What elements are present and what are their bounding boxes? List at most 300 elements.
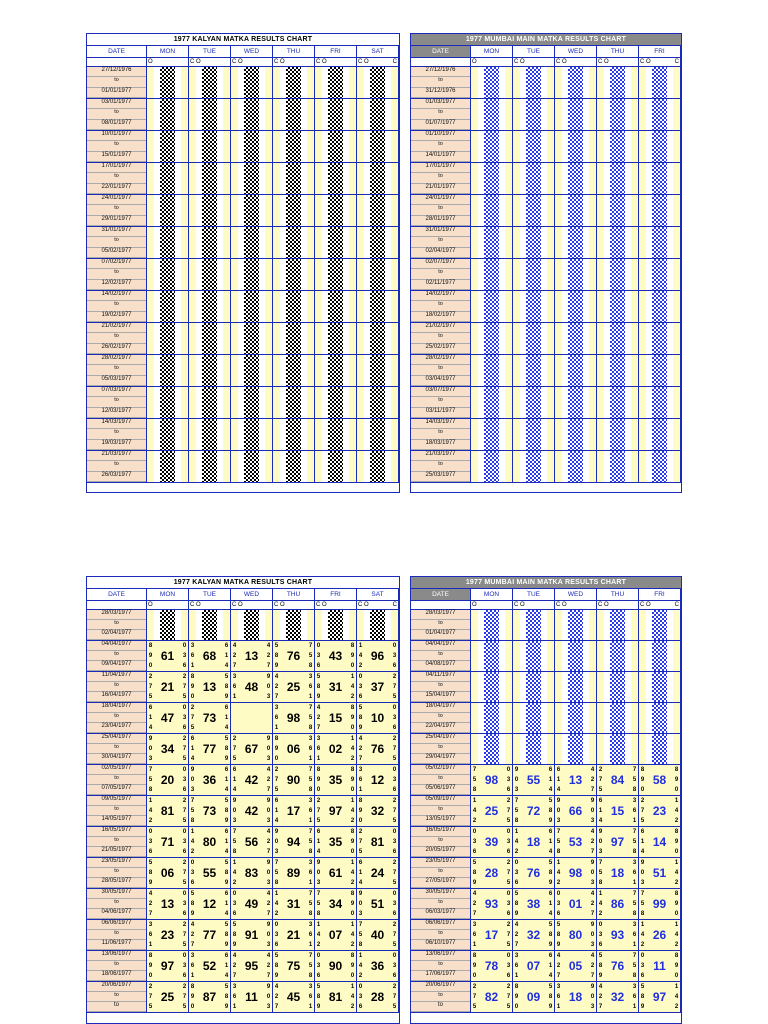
panna-digit: 2 (274, 684, 279, 690)
panna-digit: 3 (392, 653, 397, 659)
close-panna (505, 323, 512, 354)
week-dates (87, 99, 147, 130)
open-panna (189, 451, 196, 482)
jodi-value: 11 (238, 982, 265, 1012)
open-panna (555, 672, 562, 702)
panna-digit: 0 (274, 922, 279, 928)
week-end-date: 04/06/1977 (87, 909, 146, 919)
panna-digit: 6 (182, 849, 187, 855)
oc-header-mon (471, 601, 513, 609)
open-panna (597, 259, 604, 290)
close-panna (307, 227, 314, 258)
week-to-label: to (87, 333, 146, 343)
open-panna (513, 672, 520, 702)
panna-digit: 1 (308, 756, 313, 762)
panna-digit: 0 (350, 973, 355, 979)
kalyan-chart-top (86, 33, 400, 493)
no-result-pattern (286, 387, 301, 418)
jodi-value: 89 (280, 858, 307, 888)
close-panna (265, 259, 272, 290)
close-panna (631, 451, 638, 482)
panna-digit: 3 (182, 963, 187, 969)
oc-header-thu (273, 58, 315, 66)
panna-digit: 3 (590, 1004, 595, 1010)
week-to-label: to (87, 237, 146, 247)
day-cell-wed (231, 610, 273, 640)
panna-digit: 9 (556, 942, 561, 948)
panna-digit: 5 (392, 694, 397, 700)
no-result-pattern (652, 641, 667, 671)
day-cell-tue (189, 951, 231, 981)
close-panna (223, 419, 230, 450)
no-result-pattern (328, 323, 343, 354)
open-panna (639, 355, 646, 386)
close-panna (181, 387, 188, 418)
day-cell-fri (639, 451, 681, 482)
panna-digit: 3 (308, 984, 313, 990)
panna-digit: 9 (358, 725, 363, 731)
open-panna (315, 920, 322, 950)
panna-digit: 8 (640, 994, 645, 1000)
close-panna (181, 163, 188, 194)
panna-digit: 0 (148, 829, 153, 835)
week-dates (411, 195, 471, 226)
close-panna (391, 387, 398, 418)
no-result-pattern (526, 195, 541, 226)
panna-digit: 1 (224, 715, 229, 721)
no-result-pattern (652, 451, 667, 482)
panna-digit: 2 (350, 694, 355, 700)
close-panna (673, 227, 680, 258)
panna-digit: 4 (548, 973, 553, 979)
jodi-value: 76 (520, 858, 547, 888)
jodi-value: 01 (562, 889, 589, 919)
panna-digit: 8 (190, 901, 195, 907)
no-result-pattern (370, 419, 385, 450)
day-cell-mon (471, 610, 513, 640)
panna-digit: 1 (632, 1004, 637, 1010)
day-cell-tue (189, 610, 231, 640)
panna-digit: 7 (190, 798, 195, 804)
open-panna (315, 982, 322, 1012)
no-result-pattern (244, 67, 259, 98)
open-panna (189, 889, 196, 919)
results-grid (87, 610, 399, 1013)
close-panna (505, 610, 512, 640)
no-result-pattern (652, 99, 667, 130)
no-result-pattern (202, 163, 217, 194)
panna-digit: 5 (548, 860, 553, 866)
no-result-pattern (568, 451, 583, 482)
open-panna (357, 355, 364, 386)
no-result-pattern (328, 387, 343, 418)
week-row (87, 419, 399, 451)
jodi-value: 13 (196, 672, 223, 702)
close-panna (505, 827, 512, 857)
panna-digit: 3 (316, 736, 321, 742)
close-panna (265, 323, 272, 354)
no-result-pattern (652, 227, 667, 258)
jodi-value (238, 703, 265, 733)
open-panna (513, 227, 520, 258)
panna-digit: 0 (350, 911, 355, 917)
panna-digit: 0 (590, 808, 595, 814)
close-panna (307, 734, 314, 764)
panna-digit: 6 (274, 942, 279, 948)
open-panna (639, 796, 646, 826)
week-row (411, 195, 681, 227)
panna-digit: 7 (266, 911, 271, 917)
panna-digit: 3 (392, 839, 397, 845)
open-panna (597, 355, 604, 386)
panna-digit: 8 (358, 798, 363, 804)
day-cell-wed (231, 951, 273, 981)
jodi-value: 25 (280, 672, 307, 702)
no-result-pattern (568, 195, 583, 226)
no-result-pattern (370, 195, 385, 226)
day-cell-mon (471, 387, 513, 418)
open-panna (597, 291, 604, 322)
day-cell-wed (555, 355, 597, 386)
panna-digit: 4 (350, 994, 355, 1000)
open-panna (315, 765, 322, 795)
close-panna (673, 703, 680, 733)
panna-digit: 2 (232, 880, 237, 886)
week-dates (87, 827, 147, 857)
panna-digit: 8 (632, 787, 637, 793)
close-panna (547, 419, 554, 450)
week-dates (87, 291, 147, 322)
day-cell-mon (147, 419, 189, 450)
week-dates (411, 641, 471, 671)
day-cell-tue (513, 99, 555, 130)
close-panna (181, 827, 188, 857)
panna-digit: 0 (182, 891, 187, 897)
no-result-pattern (652, 419, 667, 450)
chart-title-kalyan: 1977 KALYAN MATKA RESULTS CHART (87, 34, 399, 46)
panna-digit: 7 (472, 911, 477, 917)
close-panna (589, 163, 596, 194)
open-panna (273, 827, 280, 857)
week-to-label: to (87, 141, 146, 151)
open-panna (189, 641, 196, 671)
day-cell-tue (189, 227, 231, 258)
panna-digit: 6 (308, 746, 313, 752)
panna-digit: 2 (232, 736, 237, 742)
no-result-pattern (652, 610, 667, 640)
panna-digit: 7 (392, 684, 397, 690)
oc-label: C O (358, 602, 369, 608)
week-dates (411, 163, 471, 194)
close-panna (307, 195, 314, 226)
week-end-date: 18/03/1977 (411, 440, 470, 450)
open-panna (189, 796, 196, 826)
open-panna (315, 796, 322, 826)
close-panna (391, 259, 398, 290)
panna-digit: 9 (266, 736, 271, 742)
day-cell-wed (555, 451, 597, 482)
no-result-pattern (160, 355, 175, 386)
jodi-value: 91 (238, 920, 265, 950)
open-panna (597, 451, 604, 482)
day-cell-tue (189, 259, 231, 290)
no-result-pattern (568, 67, 583, 98)
open-panna (597, 703, 604, 733)
close-panna (181, 858, 188, 888)
panna-digit: 8 (190, 984, 195, 990)
week-row (411, 889, 681, 920)
jodi-value: 94 (280, 827, 307, 857)
panna-digit: 4 (514, 839, 519, 845)
week-dates (411, 858, 471, 888)
week-start-date: 07/03/1977 (87, 387, 146, 397)
no-result-pattern (610, 163, 625, 194)
close-panna (349, 67, 356, 98)
panna-digit: 4 (548, 787, 553, 793)
day-cell-mon (471, 982, 513, 1012)
day-cell-fri (315, 765, 357, 795)
close-panna (181, 323, 188, 354)
panna-digit: 4 (232, 787, 237, 793)
panna-digit: 0 (506, 891, 511, 897)
panna-digit: 9 (548, 818, 553, 824)
panna-digit: 0 (350, 787, 355, 793)
close-panna (547, 641, 554, 671)
close-panna (631, 195, 638, 226)
close-panna (391, 827, 398, 857)
open-panna (555, 355, 562, 386)
week-dates (411, 67, 471, 98)
close-panna (589, 889, 596, 919)
no-result-pattern (286, 451, 301, 482)
close-panna (349, 672, 356, 702)
day-cell-thu (597, 765, 639, 795)
close-panna (589, 67, 596, 98)
panna-digit: 4 (266, 891, 271, 897)
close-panna (505, 99, 512, 130)
day-cell-wed (555, 131, 597, 162)
panna-digit: 1 (358, 787, 363, 793)
day-cell-fri (315, 827, 357, 857)
panna-digit: 2 (674, 942, 679, 948)
week-end-date: 02/04/1977 (411, 248, 470, 258)
panna-digit: 6 (548, 829, 553, 835)
close-panna (181, 355, 188, 386)
panna-digit: 5 (506, 942, 511, 948)
no-result-pattern (526, 323, 541, 354)
open-panna (273, 982, 280, 1012)
day-cell-sat (357, 765, 399, 795)
open-panna (189, 99, 196, 130)
week-end-date: 15/04/1977 (411, 692, 470, 702)
panna-digit: 6 (182, 725, 187, 731)
close-panna (673, 858, 680, 888)
day-cell-tue (513, 195, 555, 226)
panna-digit: 7 (598, 1004, 603, 1010)
oc-header-thu (273, 601, 315, 609)
week-to-label: to (411, 301, 470, 311)
panna-digit: 5 (232, 922, 237, 928)
open-panna (597, 163, 604, 194)
day-cell-sat (357, 920, 399, 950)
no-result-pattern (328, 419, 343, 450)
open-panna (189, 765, 196, 795)
open-panna (471, 131, 478, 162)
week-row (87, 131, 399, 163)
no-result-pattern (202, 355, 217, 386)
no-result-pattern (652, 703, 667, 733)
open-panna (273, 796, 280, 826)
week-end-date: 04/08/1977 (411, 661, 470, 671)
no-result-pattern (568, 672, 583, 702)
close-panna (223, 703, 230, 733)
panna-digit: 1 (190, 829, 195, 835)
week-dates (87, 703, 147, 733)
panna-digit: 1 (316, 839, 321, 845)
close-panna (673, 355, 680, 386)
day-cell-fri (639, 163, 681, 194)
open-panna (471, 259, 478, 290)
panna-digit: 5 (224, 860, 229, 866)
panna-digit: 8 (308, 787, 313, 793)
open-panna (273, 67, 280, 98)
week-dates (87, 195, 147, 226)
close-panna (265, 67, 272, 98)
panna-digit: 1 (224, 901, 229, 907)
jodi-value: 81 (154, 796, 181, 826)
jodi-value: 37 (364, 672, 391, 702)
jodi-value: 13 (154, 889, 181, 919)
panna-digit: 4 (358, 880, 363, 886)
close-panna (349, 195, 356, 226)
open-panna (597, 951, 604, 981)
header-row (87, 46, 399, 58)
day-cell-fri (315, 67, 357, 98)
panna-digit: 4 (274, 901, 279, 907)
week-row (411, 858, 681, 889)
day-cell-wed (555, 195, 597, 226)
day-header-sat: SAT (357, 46, 399, 57)
week-end-date: 06/03/1977 (411, 909, 470, 919)
no-result-pattern (160, 323, 175, 354)
day-cell-wed (231, 419, 273, 450)
no-result-pattern (610, 355, 625, 386)
week-to-label: to (411, 205, 470, 215)
day-cell-mon (147, 951, 189, 981)
panna-digit: 9 (190, 767, 195, 773)
panna-digit: 6 (506, 849, 511, 855)
week-dates (87, 610, 147, 640)
open-panna (513, 734, 520, 764)
no-result-pattern (328, 131, 343, 162)
panna-digit: 0 (358, 818, 363, 824)
day-cell-wed (231, 291, 273, 322)
jodi-value: 68 (196, 641, 223, 671)
panna-digit: 7 (232, 829, 237, 835)
panna-digit: 6 (274, 798, 279, 804)
week-start-date: 28/03/1977 (87, 610, 146, 620)
close-panna (181, 703, 188, 733)
no-result-pattern (610, 259, 625, 290)
panna-digit: 7 (232, 663, 237, 669)
week-row (87, 672, 399, 703)
open-panna (231, 796, 238, 826)
panna-digit: 8 (274, 880, 279, 886)
panna-digit: 1 (350, 922, 355, 928)
open-panna (231, 858, 238, 888)
panna-digit: 1 (350, 984, 355, 990)
week-to-label: to (411, 397, 470, 407)
day-cell-mon (147, 672, 189, 702)
oc-label: C O (274, 59, 285, 65)
panna-digit: 9 (224, 1004, 229, 1010)
panna-digit: 6 (224, 643, 229, 649)
open-panna (639, 827, 646, 857)
jodi-value: 12 (196, 889, 223, 919)
panna-digit: 9 (274, 973, 279, 979)
open-panna (357, 99, 364, 130)
close-panna (307, 291, 314, 322)
no-result-pattern (610, 451, 625, 482)
day-cell-mon (147, 765, 189, 795)
day-cell-wed (231, 641, 273, 671)
day-cell-thu (273, 355, 315, 386)
no-result-pattern (610, 641, 625, 671)
day-cell-mon (147, 641, 189, 671)
oc-label: C O (316, 602, 327, 608)
day-cell-tue (189, 982, 231, 1012)
week-start-date: 04/04/1977 (411, 641, 470, 651)
week-start-date: 18/04/1977 (411, 703, 470, 713)
day-cell-thu (273, 951, 315, 981)
panna-digit: 3 (266, 942, 271, 948)
week-to-label: to (411, 429, 470, 439)
open-panna (597, 641, 604, 671)
no-result-pattern (652, 387, 667, 418)
close-panna (673, 610, 680, 640)
panna-digit: 0 (182, 705, 187, 711)
panna-digit: 0 (316, 643, 321, 649)
week-to-label: to (87, 775, 146, 785)
panna-digit: 9 (266, 860, 271, 866)
jodi-value: 05 (562, 951, 589, 981)
close-panna (265, 163, 272, 194)
panna-digit: 2 (232, 963, 237, 969)
close-panna (547, 672, 554, 702)
panna-digit: 3 (148, 922, 153, 928)
open-panna (597, 610, 604, 640)
close-panna (547, 131, 554, 162)
day-cell-thu (597, 610, 639, 640)
panna-digit: 7 (316, 891, 321, 897)
no-result-pattern (244, 387, 259, 418)
panna-digit: 8 (224, 746, 229, 752)
week-row (411, 227, 681, 259)
open-panna (231, 67, 238, 98)
no-result-pattern (526, 734, 541, 764)
week-row (411, 672, 681, 703)
open-panna (555, 67, 562, 98)
week-dates (411, 796, 471, 826)
open-panna (513, 827, 520, 857)
panna-digit: 7 (308, 705, 313, 711)
day-cell-tue (513, 734, 555, 764)
day-header-thu: THU (273, 46, 315, 57)
panna-digit: 5 (148, 777, 153, 783)
open-panna (231, 387, 238, 418)
week-start-date: 13/06/1977 (411, 951, 470, 961)
close-panna (181, 796, 188, 826)
